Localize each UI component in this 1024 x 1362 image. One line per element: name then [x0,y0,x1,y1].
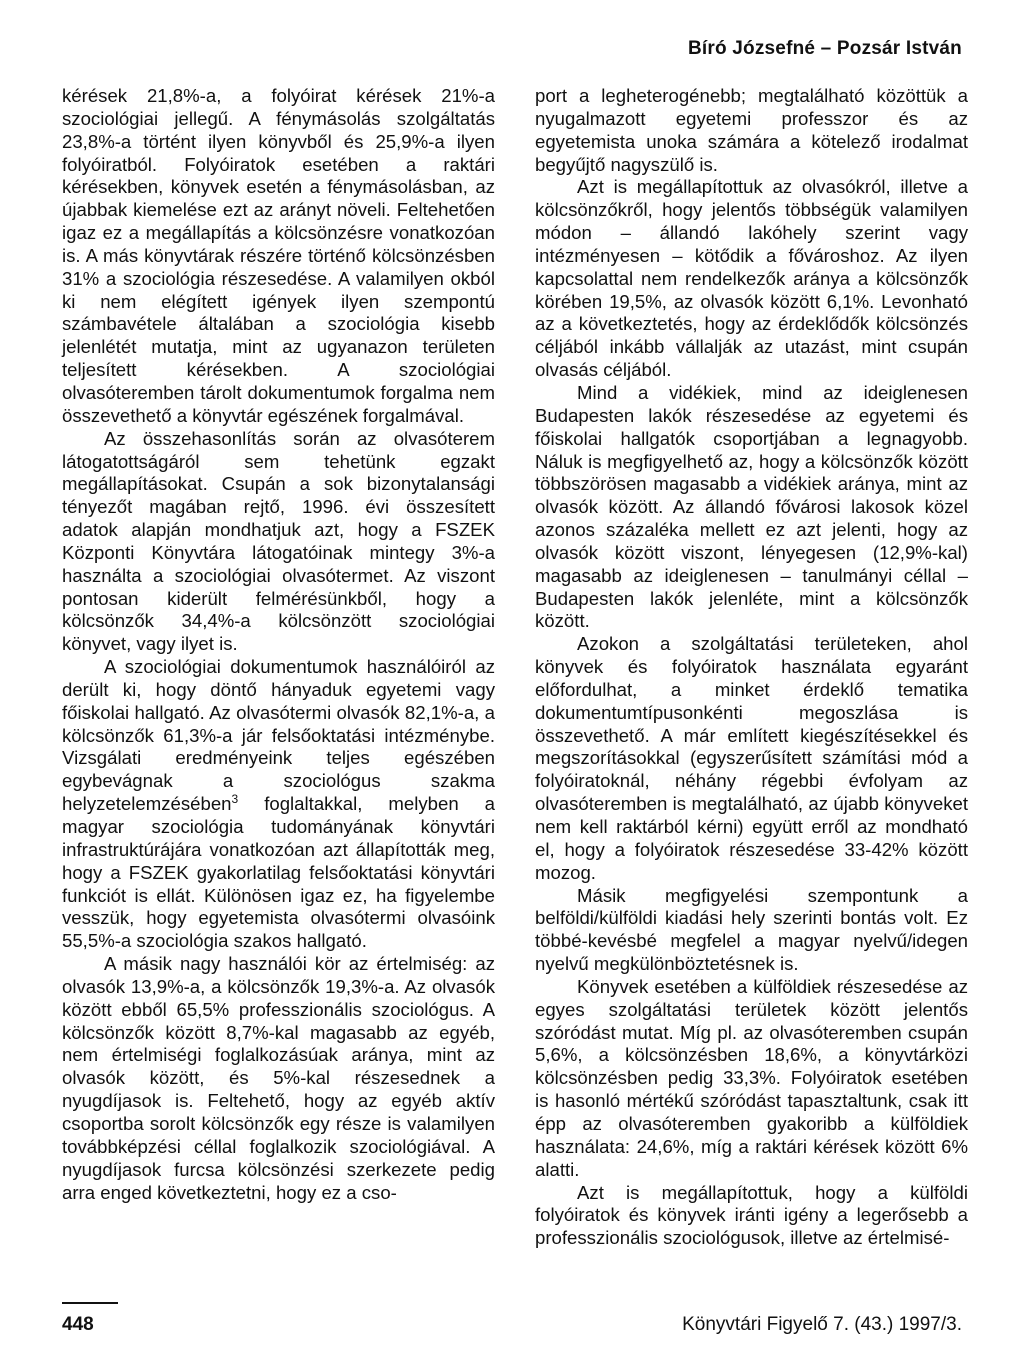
paragraph: kérések 21,8%-a, a folyóirat kérések 21%-a szociológiai jellegű. A fénymásolás szolgáltatás 23,8%-a történt ilyen könyvből és 25,9%-a ilyen folyóiratból. Folyóiratok esetében a raktári kérésekben, könyvek esetén a fénymásolásban, az újabbak kiemelése ezt az arányt növeli. Feltehetően igaz ez a megállapítás a kölcsönzésre vonatkozóan is. A más könyvtárak részére történő kölcsönzésben 31% a szociológia részesedése. A valamilyen okból ki nem elégített igények ilyen szempontú számbavétele általában a szociológia kisebb jelenlétét mutatja, mint az ugyanazon területen teljesített kérésekben. A szociológiai olvasóteremben tárolt dokumentumok forgalma nem összevethető a könyvtár egészének forgalmával. [62,85,495,426]
paragraph: Másik megfigyelési szempontunk a belföldi/külföldi kiadási hely szerinti bontás volt. Ez többé-kevésbé megfelel a magyar nyelvű/idegen nyelvű megkülönböztetésnek is. [535,884,968,975]
paragraph: Azt is megállapítottuk az olvasókról, illetve a kölcsönzőkről, hogy jelentős többségük valamilyen módon – állandó lakóhely szerint vagy intézményesen – kötődik a fővároshoz. Az ilyen kapcsolattal nem rendelkezők aránya a kölcsönzők körében 19,5%, az olvasók között 6,1%. Levonható az a következtetés, hogy az érdeklődők kölcsönzés céljából inkább vállalják az utazást, mint csupán olvasás céljából. [535,176,968,381]
page-number: 448 [62,1314,94,1335]
paragraph: Azokon a szolgáltatási területeken, ahol könyvek és folyóiratok használata egyaránt előfordulhat, a minket érdeklő tematika dokumentumtípusonkénti megoszlása is összevethető. A már említett kiegészítésekkel és megszorításokkal (egyszerűsített számítási mód a folyóiratoknál, néhány régebbi évfolyam az olvasóteremben is megtalálható, az újabb könyveket nem kell raktárból kérni) együtt erről az mondható el, hogy a folyóiratok részesedése 33-42% között mozog. [535,633,968,883]
paragraph [62,656,495,953]
paragraph: port a legheterogénebb; megtalálható közöttük a nyugalmazott egyetemi professzor és az egyetemista unoka számára a kötelező irodalmat begyűjtő nagyszülő is. [535,85,968,175]
paragraph: Az összehasonlítás során az olvasóterem látogatottságáról sem tehetünk egzakt megállapításokat. Csupán a sok bizonytalansági tényezőt magában rejtő, 1996. évi összesített adatok alapján mondhatjuk azt, hogy a FSZEK Központi Könyvtára látogatóinak mintegy 3%-a használta a szociológiai olvasótermet. Az viszont pontosan kiderült felmérésünkből, hogy a kölcsönzők 34,4%-a kölcsönzött szociológiai könyvet, vagy ilyet is. [62,427,495,655]
paragraph: Mind a vidékiek, mind az ideiglenesen Budapesten lakók részesedése az egyetemi és főiskolai hallgatók csoportjában a legnagyobb. Náluk is megfigyelhető az, hogy a kölcsönzők között többszörösen magasabb a vidékiek aránya, mint az olvasók között. Az állandó fővárosi lakosok közel azonos százaléka mellett ez azt jelenti, hogy az olvasók között viszont, lényegesen (12,9%-kal) magasabb az ideiglenesen – tanulmányi céllal – Budapesten lakók jelenléte, mint a kölcsönzők között. [535,381,968,632]
paragraph: A másik nagy használói kör az értelmiség: az olvasók 13,9%-a, a kölcsönzők 19,3%-a. Az olvasók között ebből 65,5% professzionális szociológus. A kölcsönzők között 8,7%-kal magasabb az egyéb, nem értelmiségi foglalkozásúak aránya, mint az olvasók között, és 5%-kal részesednek a nyugdíjasok is. Feltehető, hogy az egyéb aktív csoportba sorolt kölcsönzők egy része is valamilyen továbbképzési céllal foglalkozik szociológiával. A nyugdíjasok furcsa kölcsönzési szerkezete pedig arra enged következtetni, hogy ez a cso- [62,953,495,1203]
paragraph-text: foglaltakkal, melyben a magyar szociológia tudományának könyvtári infrastruktúrájára vonatkozóan azt állapították meg, hogy a FSZEK gyakorlatilag felsőoktatási könyvtári funkciót is ellát. Különösen igaz ez, ha figyelembe vesszük, hogy egyetemista olvasótermi olvasóink 55,5%-a szociológia szakos hallgató. [62,793,495,952]
paragraph-text: A szociológiai dokumentumok használóiról az derült ki, hogy döntő hányaduk egyetemi vagy főiskolai hallgató. Az olvasótermi olvasók 82,1%-a, a kölcsönzők 61,3%-a jár felsőoktatási intézménybe. Vizsgálati eredményeink teljes egészében egybevágnak a szociológus szakma helyzetelemzésében [62,656,495,815]
footer-rule [62,1302,118,1304]
paragraph: Könyvek esetében a külföldiek részesedése az egyes szolgáltatási területek között jelentős szóródást mutat. Míg pl. az olvasóteremben csupán 5,6%, a kölcsönzésben 18,6%, a könyvtárközi kölcsönzésben pedig 33,3%. Folyóiratok esetében is hasonló mértékű szóródást tapasztaltunk, csak itt épp az olvasóteremben gyakoribb a külföldiek használata: 24,6%, míg a raktári kérések között 6% alatti. [535,975,968,1180]
paragraph: Azt is megállapítottuk, hogy a külföldi folyóiratok és könyvek iránti igény a legerősebb a professzionális szociológusok, illetve az értelmisé- [535,1181,968,1249]
journal-citation: Könyvtári Figyelő 7. (43.) 1997/3. [682,1314,962,1335]
right-column [535,85,968,1250]
running-head-authors: Bíró Józsefné – Pozsár István [687,38,962,59]
left-column [62,85,495,1204]
footnote-reference: 3 [231,791,239,806]
